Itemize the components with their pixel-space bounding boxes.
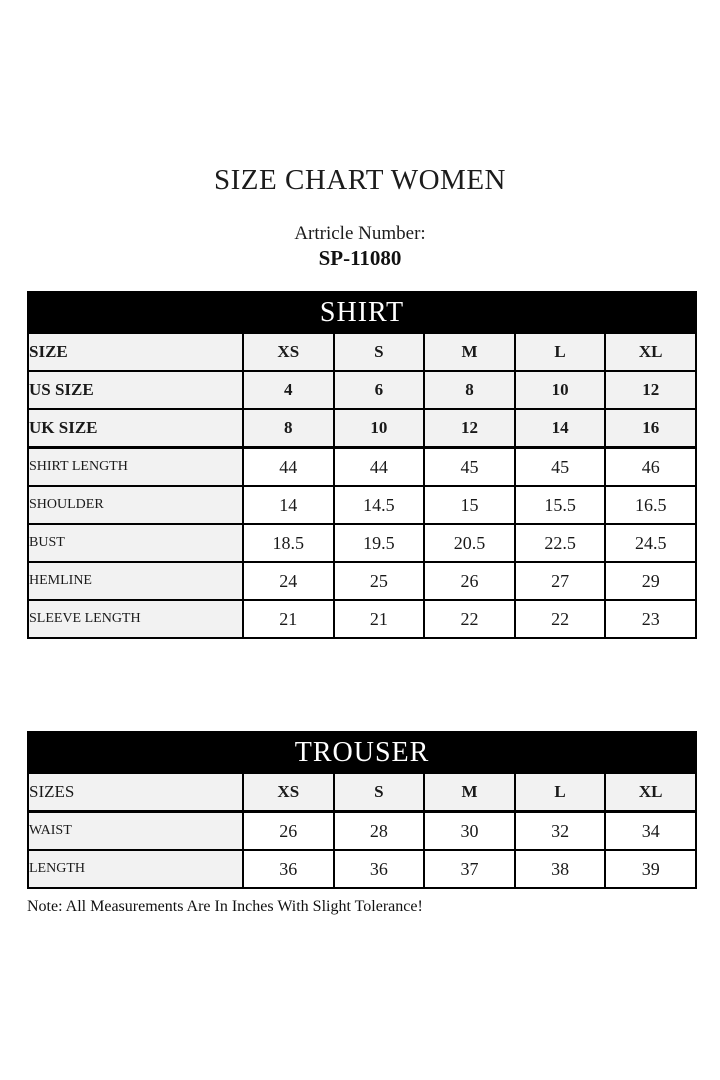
value-cell: S — [334, 773, 425, 812]
value-cell: M — [424, 333, 515, 371]
measurements-note: Note: All Measurements Are In Inches With Slight Tolerance! — [27, 898, 423, 915]
value-cell: 14.5 — [334, 486, 425, 524]
value-cell: XL — [605, 333, 696, 371]
value-cell: 36 — [334, 850, 425, 888]
value-cell: L — [515, 333, 606, 371]
row-label: UK SIZE — [28, 409, 243, 448]
shirt-header-row — [28, 292, 696, 333]
value-cell: 46 — [605, 448, 696, 487]
row-label: BUST — [28, 524, 243, 562]
value-cell: 44 — [334, 448, 425, 487]
trouser-measurement-row — [28, 812, 696, 851]
shirt-measurement-row — [28, 524, 696, 562]
value-cell: 30 — [424, 812, 515, 851]
shirt-measurement-row — [28, 600, 696, 638]
value-cell: XL — [605, 773, 696, 812]
value-cell: 4 — [243, 371, 334, 409]
value-cell: 22 — [424, 600, 515, 638]
value-cell: 29 — [605, 562, 696, 600]
row-label: WAIST — [28, 812, 243, 851]
value-cell: 45 — [515, 448, 606, 487]
value-cell: 8 — [243, 409, 334, 448]
shirt-measurement-row — [28, 486, 696, 524]
row-label: SLEEVE LENGTH — [28, 600, 243, 638]
value-cell: 22 — [515, 600, 606, 638]
value-cell: 10 — [515, 371, 606, 409]
trouser-table-title: TROUSER — [28, 732, 696, 773]
value-cell: 24 — [243, 562, 334, 600]
row-label: SIZES — [28, 773, 243, 812]
value-cell: S — [334, 333, 425, 371]
value-cell: 38 — [515, 850, 606, 888]
value-cell: 8 — [424, 371, 515, 409]
value-cell: 44 — [243, 448, 334, 487]
value-cell: 32 — [515, 812, 606, 851]
row-label: HEMLINE — [28, 562, 243, 600]
value-cell: M — [424, 773, 515, 812]
value-cell: 26 — [424, 562, 515, 600]
article-number-value: SP-11080 — [318, 246, 402, 270]
trouser-header-row — [28, 732, 696, 773]
value-cell: 25 — [334, 562, 425, 600]
value-cell: 45 — [424, 448, 515, 487]
trouser-size-row — [28, 773, 696, 812]
value-cell: 24.5 — [605, 524, 696, 562]
value-cell: 26 — [243, 812, 334, 851]
value-cell: 10 — [334, 409, 425, 448]
value-cell: 36 — [243, 850, 334, 888]
value-cell: 16 — [605, 409, 696, 448]
value-cell: 37 — [424, 850, 515, 888]
value-cell: 21 — [334, 600, 425, 638]
shirt-measurement-row — [28, 448, 696, 487]
shirt-size-row — [28, 333, 696, 371]
value-cell: 14 — [515, 409, 606, 448]
value-cell: L — [515, 773, 606, 812]
shirt-table-title: SHIRT — [28, 292, 696, 333]
value-cell: 28 — [334, 812, 425, 851]
value-cell: 18.5 — [243, 524, 334, 562]
row-label: LENGTH — [28, 850, 243, 888]
value-cell: 39 — [605, 850, 696, 888]
value-cell: XS — [243, 333, 334, 371]
value-cell: 14 — [243, 486, 334, 524]
value-cell: 21 — [243, 600, 334, 638]
value-cell: 27 — [515, 562, 606, 600]
value-cell: 15.5 — [515, 486, 606, 524]
value-cell: 15 — [424, 486, 515, 524]
value-cell: 6 — [334, 371, 425, 409]
value-cell: 22.5 — [515, 524, 606, 562]
value-cell: XS — [243, 773, 334, 812]
trouser-size-table — [27, 731, 697, 889]
shirt-size-row — [28, 409, 696, 448]
shirt-measurement-row — [28, 562, 696, 600]
value-cell: 16.5 — [605, 486, 696, 524]
article-number-label: Artricle Number: — [294, 223, 426, 244]
value-cell: 34 — [605, 812, 696, 851]
row-label: SHOULDER — [28, 486, 243, 524]
row-label: US SIZE — [28, 371, 243, 409]
shirt-size-row — [28, 371, 696, 409]
row-label: SHIRT LENGTH — [28, 448, 243, 487]
value-cell: 19.5 — [334, 524, 425, 562]
row-label: SIZE — [28, 333, 243, 371]
value-cell: 20.5 — [424, 524, 515, 562]
value-cell: 23 — [605, 600, 696, 638]
page-title: SIZE CHART WOMEN — [214, 164, 506, 196]
value-cell: 12 — [424, 409, 515, 448]
value-cell: 12 — [605, 371, 696, 409]
trouser-measurement-row — [28, 850, 696, 888]
shirt-size-table — [27, 291, 697, 639]
